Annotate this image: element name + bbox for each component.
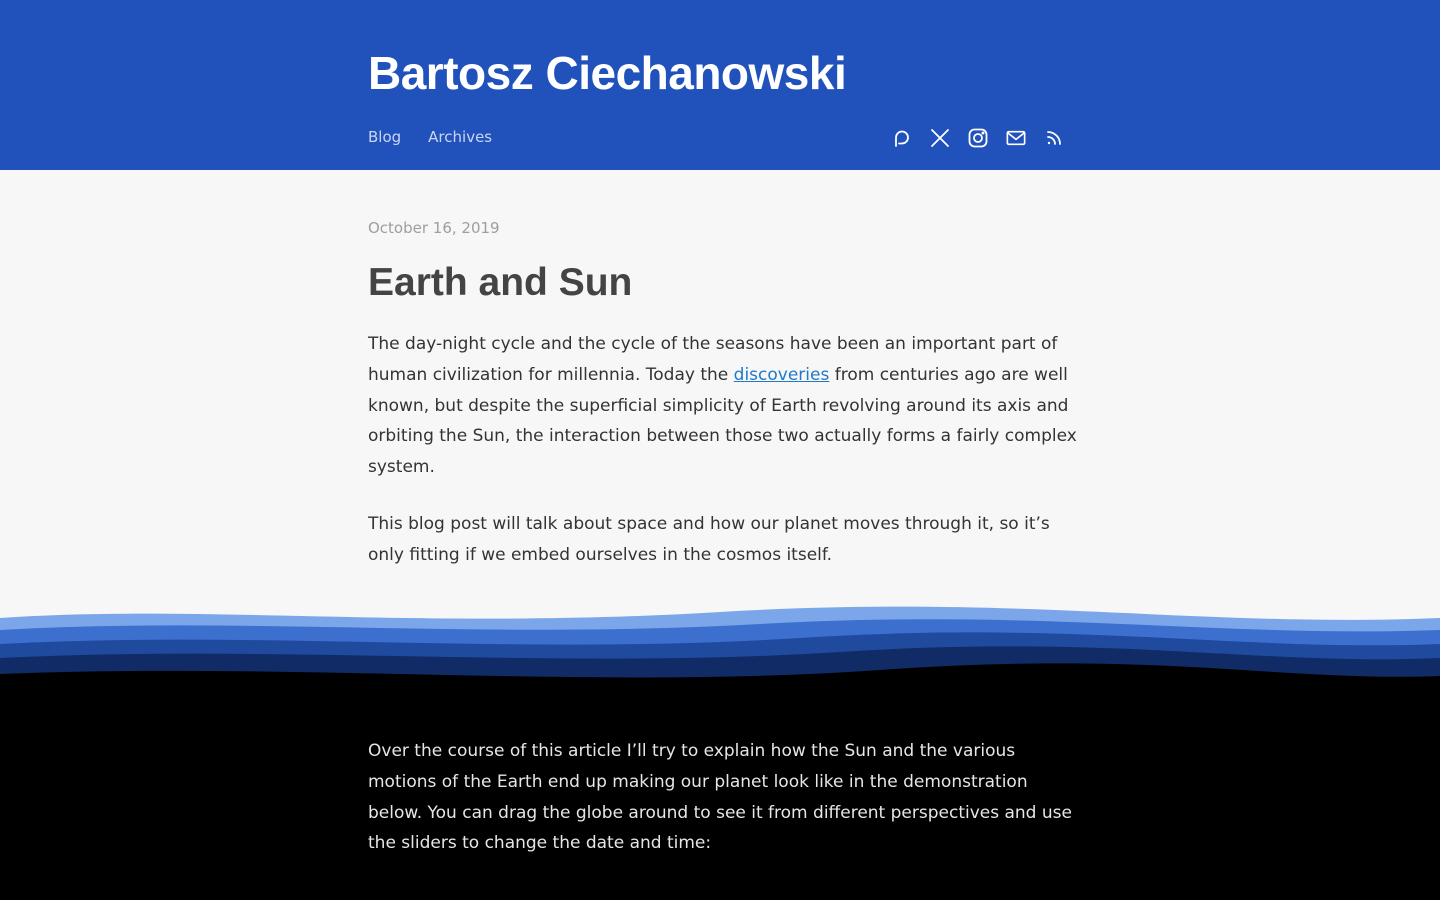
x-icon[interactable] [930,127,950,149]
patreon-icon[interactable] [892,127,912,149]
wave-divider [0,600,1440,700]
mail-icon[interactable] [1006,127,1026,149]
intro-text-end: from centuries ago are well known, but despite the superficial simplicity of Earth revolving around its axis and orbiting the Sun, the interaction between those two actually forms a fairly complex system. [368,364,1077,478]
demo-intro-paragraph: Over the course of this article I’ll try to explain how the Sun and the various motions of the Earth end up making our planet look like in the demonstration below. You can drag the globe around to see it from different perspectives and use the sliders to change the date and time: [368,741,1072,854]
site-header [0,0,1440,170]
nav-archives-link[interactable]: Archives [428,128,493,146]
nav-blog-link[interactable]: Blog [368,128,402,146]
intro-paragraph [368,329,1078,483]
site-title[interactable]: Bartosz Ciechanowski [368,47,847,99]
post-date: October 16, 2019 [368,219,500,237]
social-links [892,127,1064,149]
second-paragraph: This blog post will talk about space and how our planet moves through it, so it’s only fitting if we embed ourselves in the cosmos itself. [368,513,1050,565]
instagram-icon[interactable] [968,127,988,149]
article [368,217,1077,571]
post-title: Earth and Sun [368,261,633,304]
rss-icon[interactable] [1044,127,1064,149]
intro-text-start: The day-night cycle and the cycle of the seasons have been an important part of human civilization for millennia. Today the [368,334,1058,385]
discoveries-link[interactable]: discoveries [733,364,830,385]
main-nav [368,128,492,146]
